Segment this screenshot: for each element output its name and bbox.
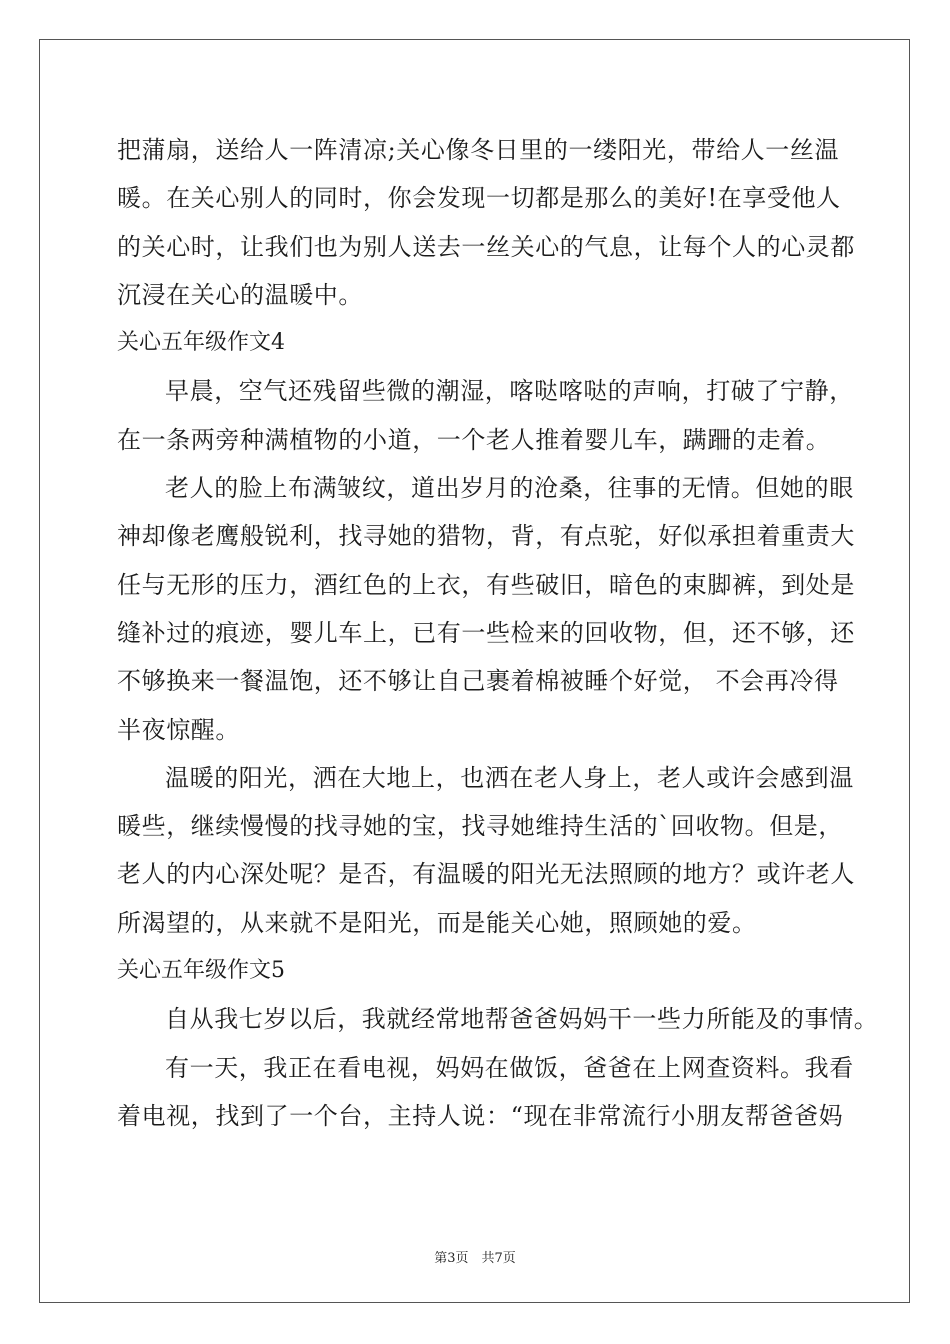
paragraph-first-line: 自从我七岁以后，我就经常地帮爸爸妈妈干一些力所能及的事情。 xyxy=(165,1005,879,1034)
text-line: 半夜惊醒。 xyxy=(117,715,240,744)
text-line: 暖些，继续慢慢的找寻她的宝，找寻她维持生活的`回收物。但是， xyxy=(117,812,843,841)
section-heading: 关心五年级作文5 xyxy=(117,958,285,984)
text-line: 沉浸在关心的温暖中。 xyxy=(117,280,363,309)
paragraph-first-line: 老人的脸上布满皱纹，道出岁月的沧桑，往事的无情。但她的眼 xyxy=(165,474,854,503)
paragraph-first-line: 早晨，空气还残留些微的潮湿，喀哒喀哒的声响，打破了宁静， xyxy=(165,377,854,406)
text-line: 不够换来一餐温饱，还不够让自己裹着棉被睡个好觉， 不会再冷得 xyxy=(117,667,839,696)
text-line: 老人的内心深处呢？是否，有温暖的阳光无法照顾的地方？或许老人 xyxy=(117,860,855,889)
paragraph-first-line: 温暖的阳光，洒在大地上，也洒在老人身上，老人或许会感到温 xyxy=(165,763,854,792)
text-line: 缝补过的痕迹，婴儿车上，已有一些检来的回收物，但，还不够，还 xyxy=(117,618,855,647)
text-line: 着电视，找到了一个台，主持人说：“现在非常流行小朋友帮爸爸妈 xyxy=(117,1101,844,1130)
paragraph-first-line: 有一天，我正在看电视，妈妈在做饭，爸爸在上网查资料。我看 xyxy=(165,1053,854,1082)
document-body xyxy=(117,126,879,1140)
text-line: 任与无形的压力，酒红色的上衣，有些破旧，暗色的束脚裤，到处是 xyxy=(117,570,855,599)
section-heading: 关心五年级作文4 xyxy=(117,330,285,356)
text-line: 的关心时，让我们也为别人送去一丝关心的气息，让每个人的心灵都 xyxy=(117,232,855,261)
text-line: 暖。在关心别人的同时，你会发现一切都是那么的美好!在享受他人 xyxy=(117,184,841,213)
text-line: 把蒲扇，送给人一阵清凉;关心像冬日里的一缕阳光，带给人一丝温 xyxy=(117,136,840,164)
text-line: 所渴望的，从来就不是阳光，而是能关心她，照顾她的爱。 xyxy=(117,908,757,937)
text-line: 在一条两旁种满植物的小道，一个老人推着婴儿车，蹒跚的走着。 xyxy=(117,425,831,454)
text-line: 神却像老鹰般锐利，找寻她的猎物，背，有点驼，好似承担着重责大 xyxy=(117,522,855,551)
page-number-footer: 第3页 共7页 xyxy=(434,1251,516,1266)
